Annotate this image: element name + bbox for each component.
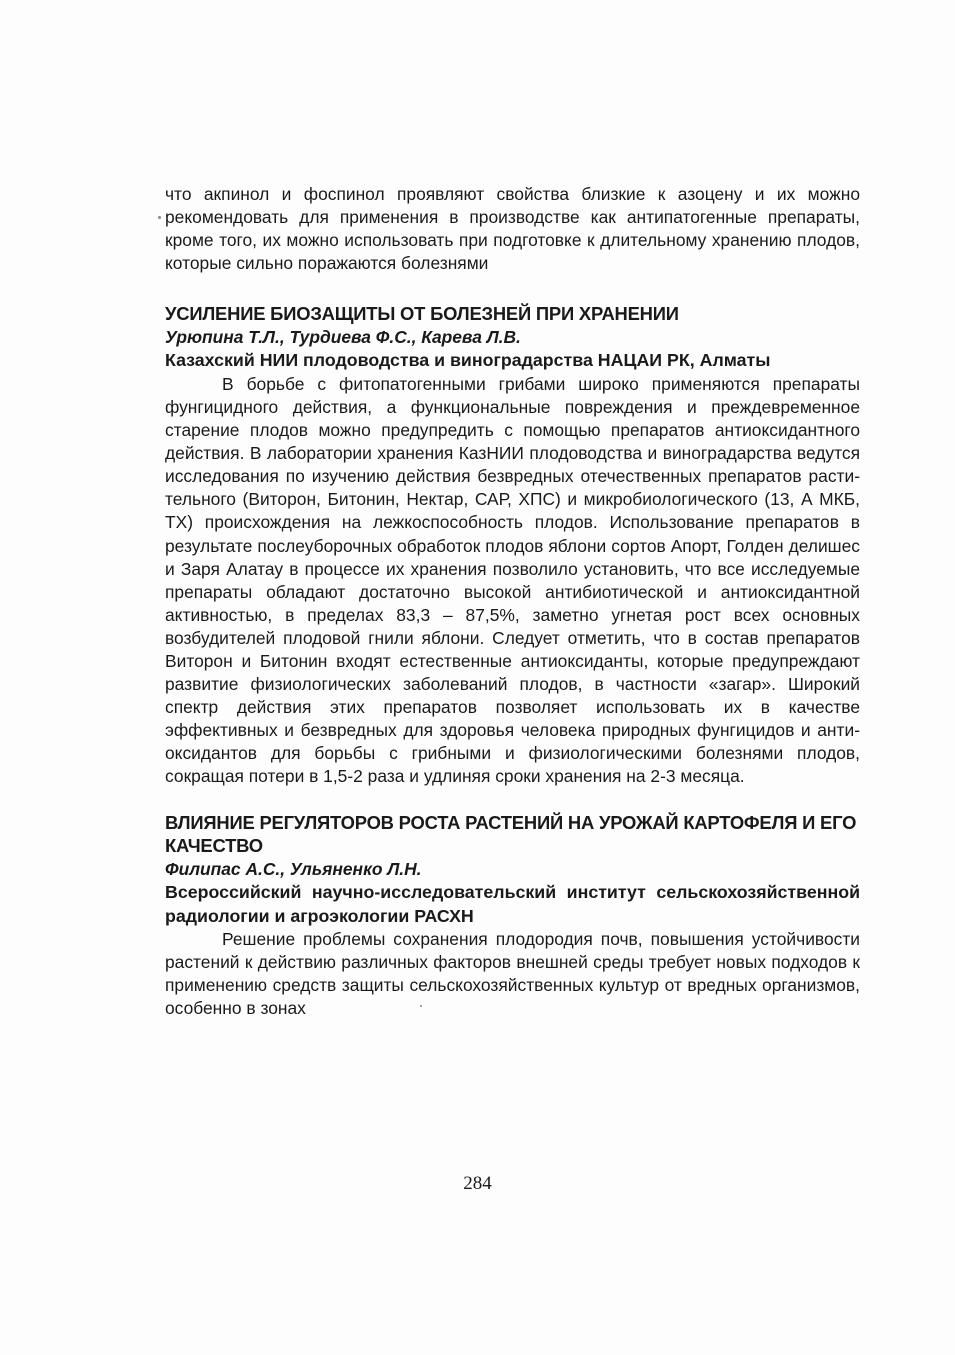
text-column	[165, 183, 860, 1020]
article2-affiliation: Всероссийский научно-исследовательский институт сельскохозяйственной радиологии и агроэкологии РАСХН	[165, 882, 860, 926]
scan-speck	[420, 1005, 422, 1007]
article1-body: В борьбе с фитопатогенными грибами широко применяются препараты фунгицидного действия, а функциональные повреждения и преждевременное старение плодов можно предупредить с помощью препаратов антиоксидантного действия. В лаборатории хранения КазНИИ плодоводства и виноградарства ведутся исследования по изучению действия безвредных отечественных препаратов растительного (Виторон, Битонин, Нектар, САР, ХПС) и микробиологического (13, А МКБ, ТХ) происхождения на лежкоспособность плодов. Использование препаратов в результате послеуборочных обработок плодов яблони сортов Апорт, Голден делишес и Заря Алатау в процессе их хранения позволило установить, что все исследуемые препараты обладают достаточно высокой антибиотической и антиоксидантной активностью, в пределах 83,3 – 87,5%, заметно угнетая рост всех основных возбудителей плодовой гнили яблони. Следует отметить, что в состав препаратов Виторон и Битонин входят естественные антиоксиданты, которые предупреждают развитие физиологических заболеваний плодов, в частности «загар». Широкий спектр действия этих препаратов позволяет использовать их в качестве эффективных и безвредных для здоровья человека природных фунгицидов и антиоксидантов для борьбы с грибными и физиологическими болезнями плодов, сокращая потери в 1,5-2 раза и удлиняя сроки хранения на 2-3 месяца.	[165, 373, 860, 787]
article2-title: ВЛИЯНИЕ РЕГУЛЯТОРОВ РОСТА РАСТЕНИЙ НА УРОЖАЙ КАРТОФЕЛЯ И ЕГО КАЧЕСТВО	[165, 811, 857, 857]
article1-title: УСИЛЕНИЕ БИОЗАЩИТЫ ОТ БОЛЕЗНЕЙ ПРИ ХРАНЕНИИ	[165, 303, 679, 325]
intro-paragraph: что акпинол и фоспинол проявляют свойства близкие к азоцену и их можно рекомендовать для применения в производстве как антипатогенные препараты, кроме того, их можно использовать при подготовке к длительному хранению плодов, которые сильно поражаются болезнями	[165, 184, 860, 274]
article1-affiliation: Казахский НИИ плодоводства и виноградарства НАЦАИ РК, Алматы	[165, 350, 771, 371]
article1-authors: Урюпина Т.Л., Турдиева Ф.С., Карева Л.В.	[165, 326, 521, 347]
page-number: 284	[463, 1173, 492, 1194]
article2-authors: Филипас А.С., Ульяненко Л.Н.	[165, 858, 422, 879]
article2-body: Решение проблемы сохранения плодородия почв, повышения устойчивости растений к действию различных факторов внешней среды требует новых подходов к применению средств защиты сельскохозяйственных культур от вредных организмов, особенно в зонах	[165, 929, 860, 1019]
section-spacer	[165, 275, 860, 302]
scan-speck	[158, 216, 161, 219]
section-spacer	[165, 789, 860, 811]
